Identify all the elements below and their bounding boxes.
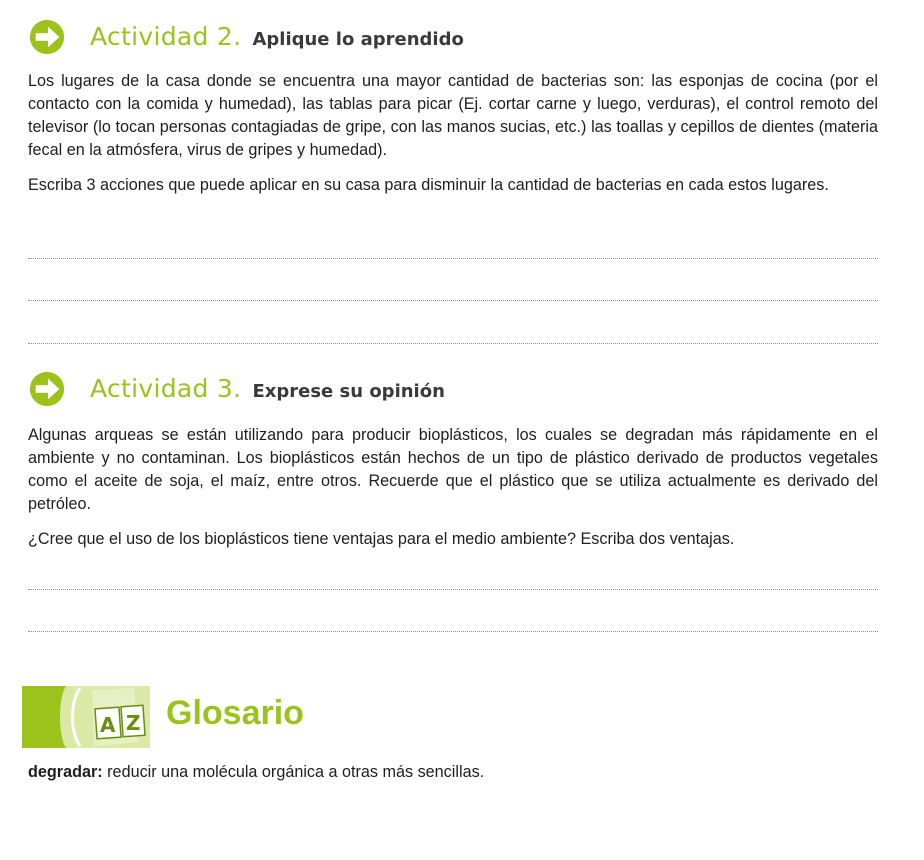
answer-line[interactable]	[28, 300, 878, 301]
activity-3-header	[28, 370, 878, 410]
arrow-right-circle-icon	[28, 18, 66, 56]
activity-3-paragraph-1: Algunas arqueas se están utilizando para producir bioplásticos, los cuales se degradan más rápidamente en el ambiente y no contaminan. Los bioplásticos están hechos de un tipo de plástico derivado de productos vegetales como el aceite de soja, el maíz, entre otros. Recuerde que el plástico que se utiliza actualmente es derivado del petróleo.	[28, 426, 878, 513]
activity-3-section	[28, 370, 878, 551]
answer-line[interactable]	[28, 343, 878, 344]
activity-2-title	[90, 22, 464, 51]
activity-3-label: Actividad 3.	[90, 374, 242, 403]
answer-line[interactable]	[28, 258, 878, 259]
arrow-right-circle-icon	[28, 370, 66, 408]
activity-2-subtitle: Aplique lo aprendido	[252, 29, 464, 50]
glossary-az-icon	[22, 686, 150, 748]
glossary-term: degradar:	[28, 763, 103, 781]
glossary-icon-letter-z: Z	[126, 711, 141, 735]
activity-2-paragraph-2: Escriba 3 acciones que puede aplicar en su casa para disminuir la cantidad de bacterias en cada estos lugares.	[28, 176, 829, 194]
glossary-header	[22, 686, 422, 748]
activity-2-section	[28, 18, 878, 197]
answer-line[interactable]	[28, 589, 878, 590]
answer-line[interactable]	[28, 631, 878, 632]
glossary-icon-letter-a: A	[100, 713, 116, 737]
activity-3-subtitle: Exprese su opinión	[252, 381, 445, 402]
glossary-title: Glosario	[166, 694, 304, 732]
activity-2-paragraph-1: Los lugares de la casa donde se encuentra una mayor cantidad de bacterias son: las esponjas de cocina (por el contacto con la comida y humedad), las tablas para picar (Ej. cortar carne y luego, verduras), el control remoto del televisor (lo tocan personas contagiadas de gripe, con las manos sucias, etc.) las toallas y cepillos de dientes (materia fecal en la atmósfera, virus de gripes y humedad).	[28, 72, 878, 159]
activity-3-paragraph-2: ¿Cree que el uso de los bioplásticos tiene ventajas para el medio ambiente? Escriba dos ventajas.	[28, 530, 735, 548]
activity-2-header	[28, 18, 878, 58]
activity-3-title	[90, 374, 445, 403]
glossary-definition: reducir una molécula orgánica a otras más sencillas.	[102, 763, 485, 781]
activity-2-label: Actividad 2.	[90, 22, 242, 51]
glossary-entry	[28, 763, 484, 782]
